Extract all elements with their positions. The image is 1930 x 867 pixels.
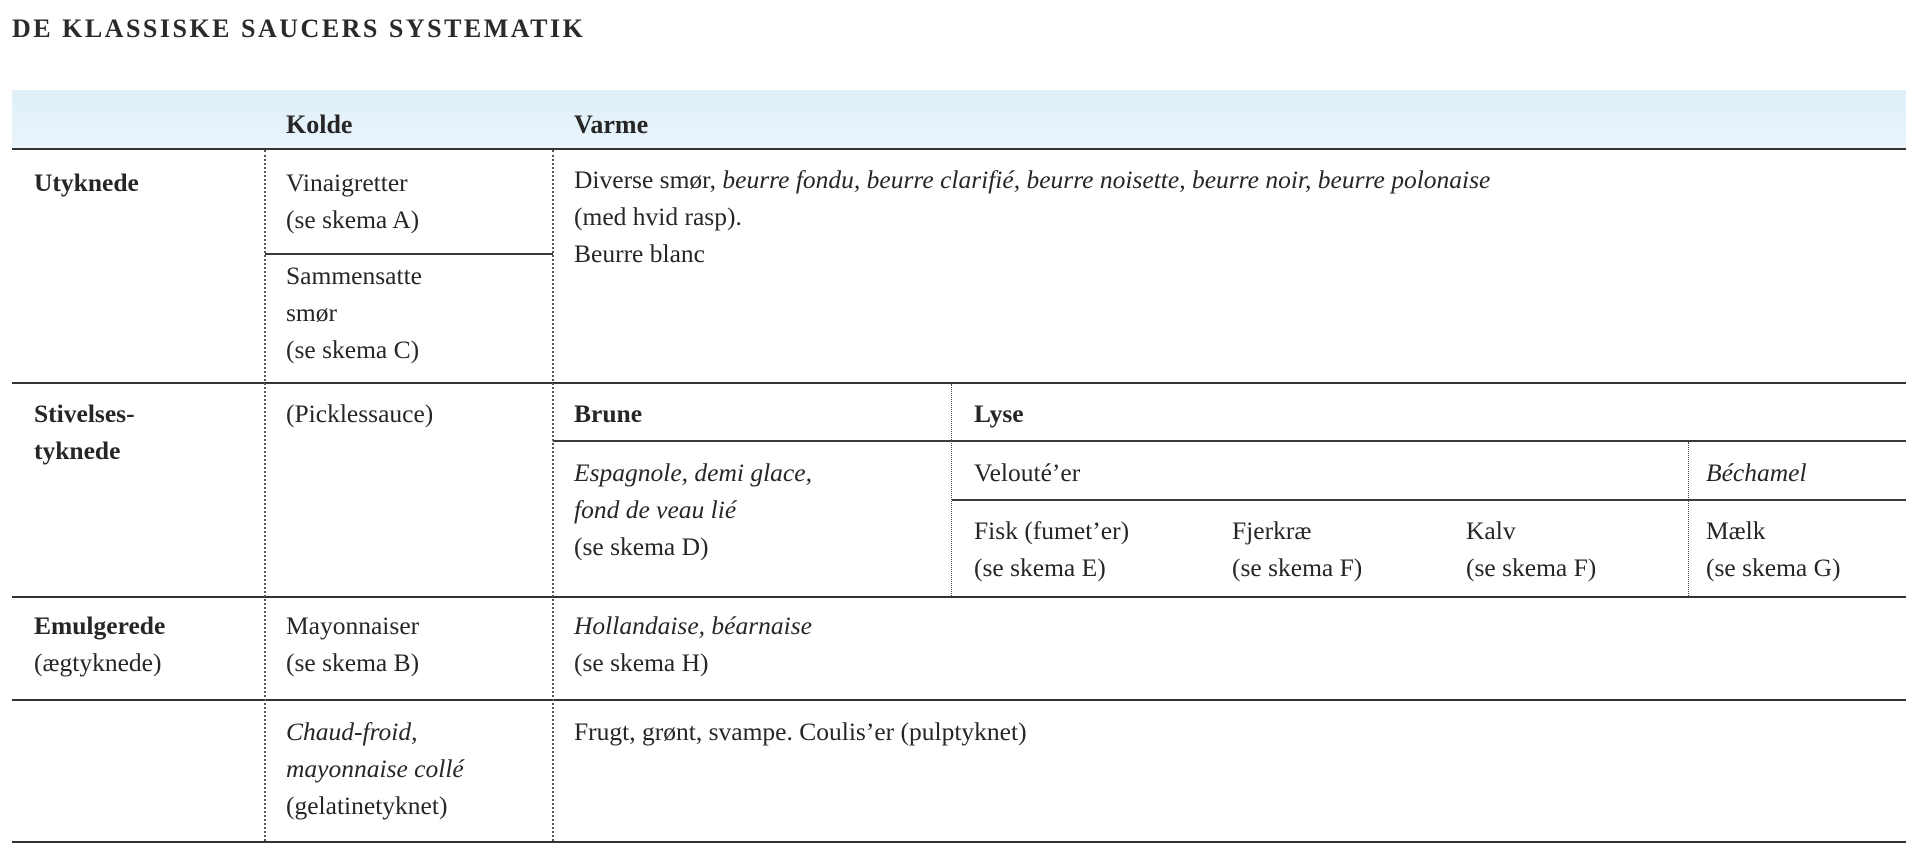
stivelse-label-line1: Stivelses- [34, 399, 135, 428]
row-label-utyknede: Utyknede [34, 168, 139, 197]
cell-frugt-gront: Frugt, grønt, svampe. Coulis’er (pulptyknet) [574, 717, 1027, 746]
fjerkrae-ref: (se skema F) [1232, 553, 1363, 582]
cell-veloute: Velouté’er [974, 458, 1081, 487]
fisk-ref: (se skema E) [974, 553, 1106, 582]
vinaigretter-ref: (se skema A) [286, 205, 420, 234]
utyknede-varme-line1 [574, 161, 1490, 198]
page-title: DE KLASSISKE SAUCERS SYSTEMATIK [12, 14, 586, 43]
emulgerede-label-sub: (ægtyknede) [34, 648, 162, 677]
utyknede-varme-line2: (med hvid rasp). [574, 202, 742, 231]
fjerkrae-name: Fjerkræ [1232, 516, 1312, 545]
utyknede-varme-italic: beurre fondu, beurre clarifié, beurre noisette, beurre noir, beurre polonaise [722, 165, 1491, 194]
cell-fisk [974, 512, 1129, 586]
divider-veloute-bechamel [1688, 442, 1689, 596]
sammensatte-line1: Sammensatte [286, 261, 422, 290]
row-label-emulgerede [34, 607, 165, 681]
rule-brune-lyse-bottom [553, 440, 1906, 442]
sammensatte-ref: (se skema C) [286, 335, 420, 364]
cell-maelk [1706, 512, 1841, 586]
mayonnaiser-ref: (se skema B) [286, 648, 420, 677]
rule-row3-bottom [12, 699, 1906, 701]
cell-vinaigretter [286, 164, 419, 238]
chaud-froid-line2: mayonnaise collé [286, 754, 464, 783]
column-header-kolde: Kolde [286, 110, 353, 139]
column-header-varme: Varme [574, 110, 649, 139]
cell-bechamel: Béchamel [1706, 458, 1807, 487]
utyknede-varme-line3: Beurre blanc [574, 239, 705, 268]
cell-chaud-froid [286, 713, 464, 824]
cell-brune [574, 454, 812, 565]
maelk-name: Mælk [1706, 516, 1766, 545]
stivelse-label-line2: tyknede [34, 436, 121, 465]
row-label-stivelsestyknede [34, 395, 135, 469]
kalv-ref: (se skema F) [1466, 553, 1597, 582]
cell-picklessauce: (Picklessauce) [286, 399, 434, 428]
rule-row2-bottom [12, 596, 1906, 598]
brune-line1: Espagnole, demi glace, [574, 458, 812, 487]
mayonnaiser-name: Mayonnaiser [286, 611, 420, 640]
chaud-froid-line1: Chaud-froid, [286, 717, 418, 746]
kalv-name: Kalv [1466, 516, 1516, 545]
hollandaise-line: Hollandaise, béarnaise [574, 611, 812, 640]
divider-label-kolde [264, 150, 266, 841]
cell-mayonnaiser [286, 607, 419, 681]
rule-table-bottom [12, 841, 1906, 843]
maelk-ref: (se skema G) [1706, 553, 1841, 582]
hollandaise-ref: (se skema H) [574, 648, 709, 677]
vinaigretter-name: Vinaigretter [286, 168, 408, 197]
rule-header-bottom [12, 148, 1906, 150]
subheader-brune: Brune [574, 399, 643, 428]
cell-kalv [1466, 512, 1596, 586]
cell-emulgerede-varme [574, 607, 812, 681]
chaud-froid-ref: (gelatinetyknet) [286, 791, 448, 820]
cell-fjerkrae [1232, 512, 1362, 586]
emulgerede-label: Emulgerede [34, 611, 166, 640]
sammensatte-line2: smør [286, 298, 337, 327]
brune-line2: fond de veau lié [574, 495, 737, 524]
rule-kolde-split [265, 253, 553, 255]
divider-brune-lyse [951, 384, 952, 596]
fisk-name: Fisk (fumet’er) [974, 516, 1130, 545]
divider-kolde-varme [552, 150, 554, 841]
cell-utyknede-varme [574, 161, 1490, 272]
rule-row1-bottom [12, 382, 1906, 384]
rule-veloute-bottom [952, 499, 1906, 501]
cell-sammensatte-smor [286, 257, 422, 368]
brune-ref: (se skema D) [574, 532, 709, 561]
utyknede-varme-intro: Diverse smør, [574, 165, 717, 194]
subheader-lyse: Lyse [974, 399, 1024, 428]
